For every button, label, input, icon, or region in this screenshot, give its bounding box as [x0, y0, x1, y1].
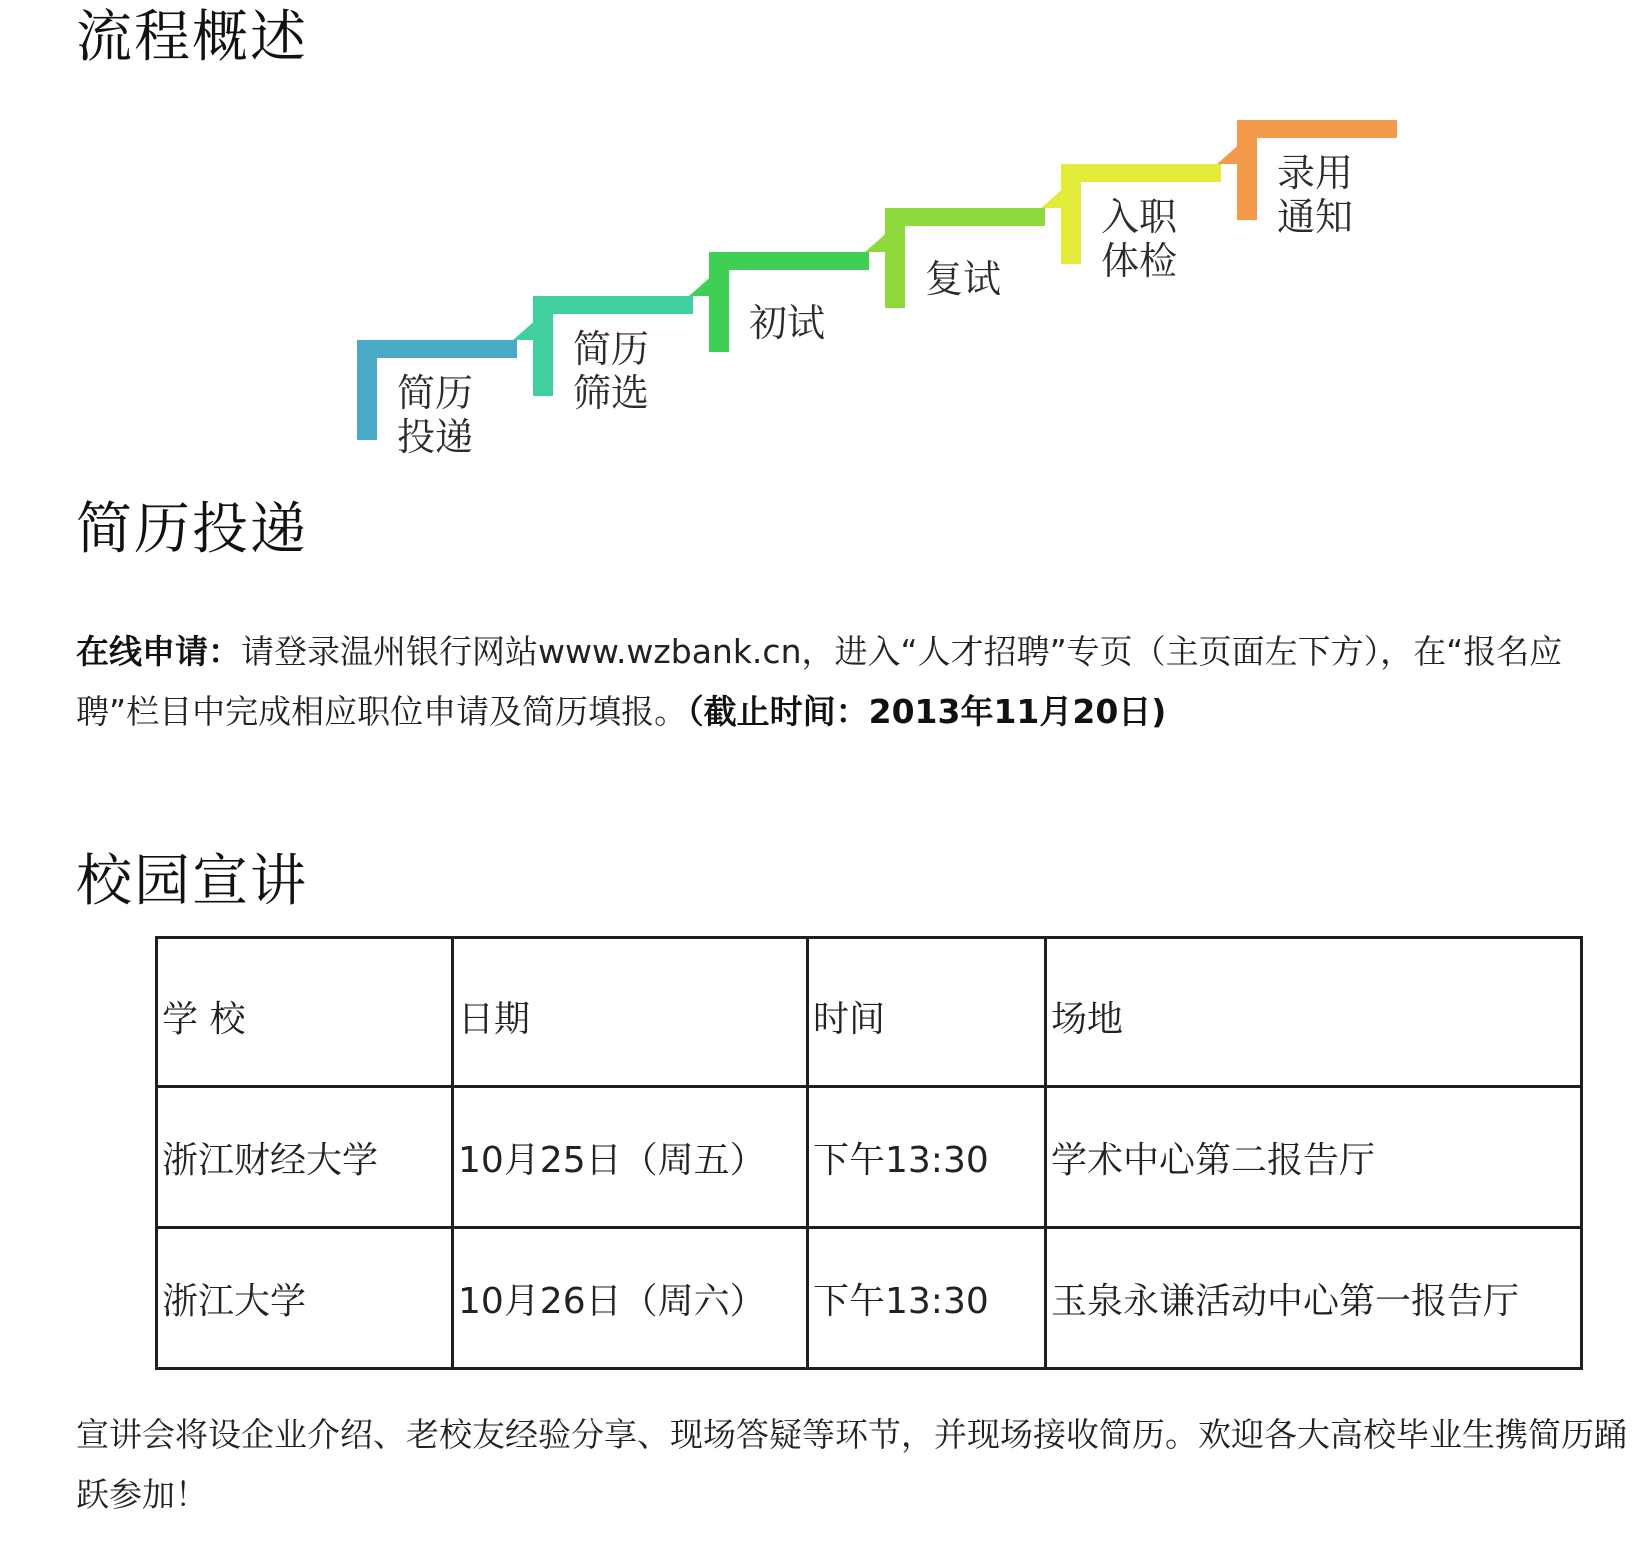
step-riser	[1237, 120, 1257, 220]
cell-venue: 学术中心第二报告厅	[1046, 1087, 1582, 1228]
cell-date: 10月26日（周六）	[453, 1228, 808, 1369]
process-step-6	[1237, 120, 1397, 239]
step-tread	[533, 296, 693, 314]
table-row	[157, 1228, 1582, 1369]
header-venue: 场地	[1046, 938, 1582, 1087]
step-label: 简历	[573, 327, 650, 371]
step-tread	[885, 208, 1045, 226]
step-label: 投递	[397, 415, 474, 459]
cell-time: 下午13:30	[808, 1087, 1046, 1228]
step-label: 体检	[1101, 239, 1178, 283]
step-label: 初试	[749, 301, 826, 345]
resume-submission-heading: 简历投递	[76, 497, 308, 562]
cell-venue: 玉泉永谦活动中心第一报告厅	[1046, 1228, 1582, 1369]
cell-school: 浙江大学	[157, 1228, 453, 1369]
step-riser	[709, 252, 729, 352]
step-tread	[709, 252, 869, 270]
presentation-schedule-table	[155, 936, 1583, 1370]
process-step-3	[709, 222, 899, 352]
online-application-label: 在线申请：	[76, 632, 241, 671]
cell-time: 下午13:30	[808, 1228, 1046, 1369]
cell-date: 10月25日（周五）	[453, 1087, 808, 1228]
online-application-paragraph	[76, 622, 1641, 742]
process-flow-diagram	[0, 0, 1650, 480]
step-label: 复试	[925, 257, 1002, 301]
header-time: 时间	[808, 938, 1046, 1087]
process-step-1	[357, 310, 547, 459]
application-deadline: （截止时间：2013年11月20日)	[687, 692, 1167, 731]
header-school: 学 校	[157, 938, 453, 1087]
step-tread	[357, 340, 517, 358]
table-header-row	[157, 938, 1582, 1087]
step-tread	[1237, 120, 1397, 138]
step-riser	[533, 296, 553, 396]
step-label: 录用	[1277, 151, 1354, 195]
step-label: 入职	[1101, 195, 1178, 239]
campus-presentation-heading: 校园宣讲	[76, 849, 308, 914]
step-label: 简历	[397, 371, 474, 415]
process-step-4	[885, 178, 1075, 308]
closing-paragraph: 宣讲会将设企业介绍、老校友经验分享、现场答疑等环节，并现场接收简历。欢迎各大高校毕业生携简历踊跃参加！	[76, 1415, 1627, 1514]
step-riser	[357, 340, 377, 440]
step-tread	[1061, 164, 1221, 182]
cell-school: 浙江财经大学	[157, 1087, 453, 1228]
online-application-text: 请登录温州银行网站www.wzbank.cn，进入“人才招聘”专页（主页面左下方），在“报名应聘”栏目中完成相应职位申请及简历填报。	[76, 632, 1563, 731]
step-riser	[885, 208, 905, 308]
header-date: 日期	[453, 938, 808, 1087]
process-step-2	[533, 266, 723, 415]
step-label: 筛选	[573, 371, 650, 415]
step-riser	[1061, 164, 1081, 264]
table-row	[157, 1087, 1582, 1228]
process-step-5	[1061, 134, 1251, 283]
step-label: 通知	[1277, 195, 1354, 239]
overview-heading: 流程概述	[76, 5, 308, 70]
